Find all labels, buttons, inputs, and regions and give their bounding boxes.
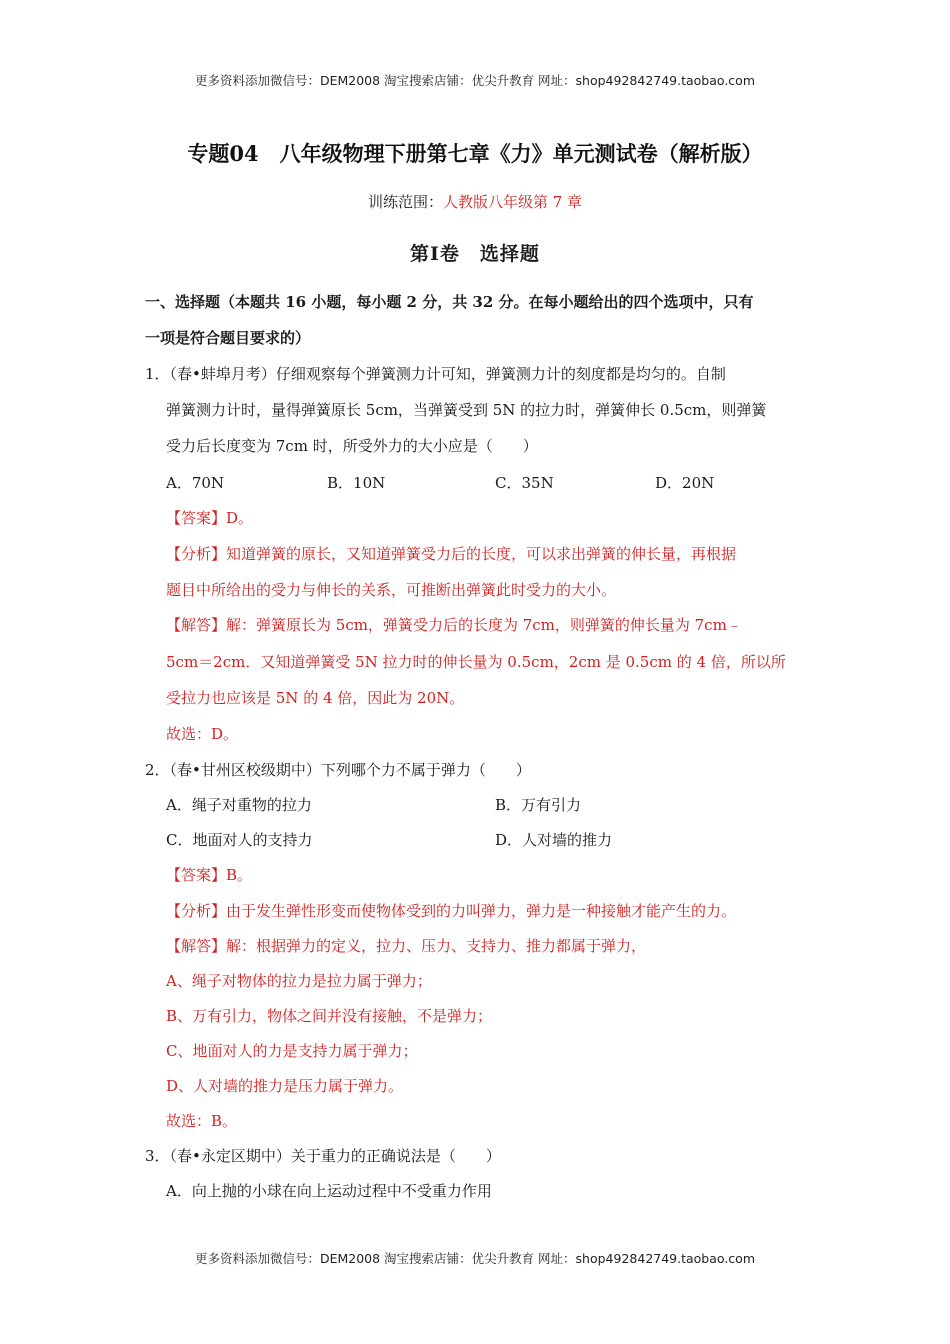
q2-solution-line-2: A、绳子对物体的拉力是拉力属于弹力； (166, 972, 432, 990)
volume-heading: 第Ⅰ卷 选择题 (410, 243, 540, 265)
document-title: 专题04 八年级物理下册第七章《力》单元测试卷（解析版） (187, 141, 763, 166)
q2-solution-line-4: C、地面对人的力是支持力属于弹力； (166, 1042, 418, 1060)
q1-option-a: A．70N (166, 474, 225, 492)
q1-answer: 【答案】D。 (166, 509, 254, 527)
section-instruction-line-1: 一、选择题（本题共 16 小题，每小题 2 分，共 32 分。在每小题给出的四个选项中，只有 (145, 293, 754, 311)
page-header: 更多资料添加微信号：DEM2008 淘宝搜索店铺：优尖升教育 网址：shop492842749.taobao.com (194, 73, 756, 88)
q2-choice: 故选：B。 (166, 1112, 238, 1130)
q1-stem-line-2: 弹簧测力计时，量得弹簧原长 5cm，当弹簧受到 5N 的拉力时，弹簧伸长 0.5cm，则弹簧 (166, 401, 767, 419)
q2-option-d: D．人对墙的推力 (495, 831, 613, 849)
q3-option-a: A．向上抛的小球在向上运动过程中不受重力作用 (166, 1182, 492, 1200)
q1-option-d: D．20N (655, 474, 715, 492)
q1-option-b: B．10N (327, 474, 386, 492)
q2-option-b: B．万有引力 (495, 796, 582, 814)
q2-solution-line-5: D、人对墙的推力是压力属于弹力。 (166, 1077, 404, 1095)
scope-value: 人教版八年级第 7 章 (442, 193, 583, 211)
q1-analysis-line-2: 题目中所给出的受力与伸长的关系，可推断出弹簧此时受力的大小。 (166, 581, 617, 599)
training-scope (0, 191, 950, 212)
q2-analysis: 【分析】由于发生弹性形变而使物体受到的力叫弹力，弹力是一种接触才能产生的力。 (166, 902, 737, 920)
q1-solution-line-1: 【解答】解：弹簧原长为 5cm，弹簧受力后的长度为 7cm，则弹簧的伸长量为 7cm﹣ (166, 616, 742, 634)
q3-stem: 3．（春•永定区期中）关于重力的正确说法是（ ） (145, 1147, 501, 1165)
q2-solution-line-1: 【解答】解：根据弹力的定义，拉力、压力、支持力、推力都属于弹力， (166, 937, 647, 955)
q2-answer: 【答案】B。 (166, 866, 253, 884)
q1-solution-line-3: 受拉力也应该是 5N 的 4 倍，因此为 20N。 (166, 689, 465, 707)
page-footer: 更多资料添加微信号：DEM2008 淘宝搜索店铺：优尖升教育 网址：shop492842749.taobao.com (194, 1251, 756, 1266)
q2-solution-line-3: B、万有引力，物体之间并没有接触，不是弹力； (166, 1007, 493, 1025)
q2-option-c: C．地面对人的支持力 (166, 831, 313, 849)
section-instruction-line-2: 一项是符合题目要求的） (145, 329, 311, 347)
scope-label: 训练范围： (367, 193, 443, 211)
q1-stem-line-3: 受力后长度变为 7cm 时，所受外力的大小应是（ ） (166, 437, 538, 455)
q1-solution-line-2: 5cm＝2cm．又知道弹簧受 5N 拉力时的伸长量为 0.5cm，2cm 是 0.5cm 的 4 倍，所以所 (166, 653, 786, 671)
q1-stem-line-1: 1．（春•蚌埠月考）仔细观察每个弹簧测力计可知，弹簧测力计的刻度都是均匀的。自制 (145, 365, 726, 383)
q1-analysis-line-1: 【分析】知道弹簧的原长，又知道弹簧受力后的长度，可以求出弹簧的伸长量，再根据 (166, 545, 737, 563)
q2-stem: 2．（春•甘州区校级期中）下列哪个力不属于弹力（ ） (145, 761, 531, 779)
q2-option-a: A．绳子对重物的拉力 (166, 796, 312, 814)
q1-choice: 故选：D。 (166, 725, 239, 743)
q1-option-c: C．35N (495, 474, 554, 492)
